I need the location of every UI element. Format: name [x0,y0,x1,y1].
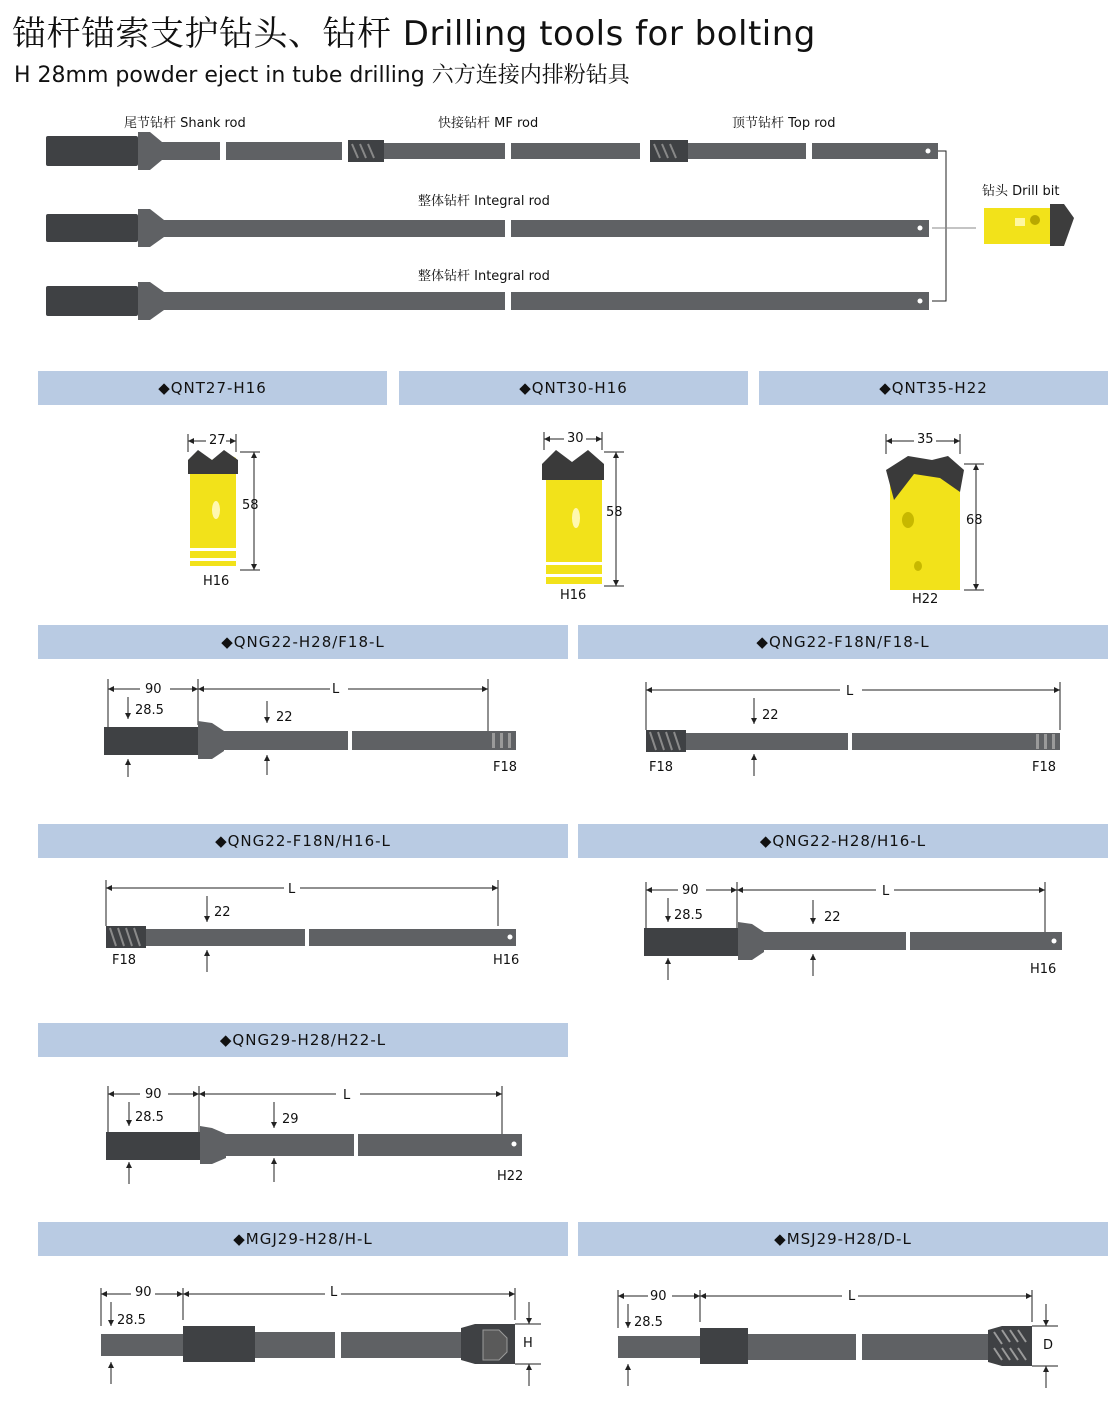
r3-length: L [288,882,296,897]
overview-illustration [0,100,1111,340]
r5-d2: 28.5 [135,1110,164,1125]
r1-d3: 22 [276,710,293,725]
r6-d2: 28.5 [117,1313,146,1328]
bit3-thread: H22 [912,592,939,607]
integral-rod-label-2: 整体钻杆 Integral rod [418,269,550,284]
r1-length: L [332,682,340,697]
top-rod-label: 顶节钻杆 Top rod [732,116,836,131]
rod-drawing-r7 [612,1286,1062,1390]
shank-rod-label: 尾节钻杆 Shank rod [124,116,246,131]
integral-rod-2 [46,282,929,320]
r5-d3: 29 [282,1112,299,1127]
page-title: 锚杆锚索支护钻头、钻杆 Drilling tools for bolting [12,14,816,54]
section-header-qnt35: ◆QNT35-H22 [759,371,1108,405]
bit-drawing-qnt27 [180,430,280,600]
mf-rod [348,138,640,166]
rod-drawing-r1 [100,675,530,785]
section-header-qng29-h28-h22: ◆QNG29-H28/H22-L [38,1023,568,1057]
drill-bit-label: 钻头 Drill bit [982,184,1060,199]
r1-d2: 28.5 [135,703,164,718]
shank-rod [46,132,342,170]
r3-d3: 22 [214,905,231,920]
r2-end: F18 [1032,760,1057,775]
section-header-qng22-h28-h16: ◆QNG22-H28/H16-L [578,824,1108,858]
drill-bit-illustration [984,204,1074,246]
section-header-qnt30: ◆QNT30-H16 [399,371,748,405]
r1-end: F18 [493,760,518,775]
r4-d1: 90 [682,883,699,898]
r6-end: H [523,1336,533,1351]
page-subtitle: H 28mm powder eject in tube drilling 六方连接内排粉钻具 [14,63,630,88]
r4-end: H16 [1030,962,1057,977]
r5-end: H22 [497,1169,524,1184]
section-header-msj29: ◆MSJ29-H28/D-L [578,1222,1108,1256]
r6-d1: 90 [135,1285,152,1300]
rod-drawing-r5 [100,1082,530,1188]
section-header-qng22-f18n-f18: ◆QNG22-F18N/F18-L [578,625,1108,659]
bit1-thread: H16 [203,574,230,589]
r2-start: F18 [649,760,674,775]
rod-drawing-r2 [640,678,1070,784]
r2-length: L [846,684,854,699]
r4-length: L [882,884,890,899]
integral-rod-1 [46,209,929,247]
r6-length: L [330,1285,338,1300]
bit2-height: 58 [606,505,623,520]
r5-d1: 90 [145,1087,162,1102]
bit3-width: 35 [917,432,934,447]
integral-rod-label-1: 整体钻杆 Integral rod [418,194,550,209]
bit1-height: 58 [242,498,259,513]
top-rod [650,138,938,166]
r7-end: D [1043,1338,1054,1353]
bit1-width: 27 [209,433,226,448]
rod-drawing-r6 [95,1284,545,1388]
section-header-qnt27: ◆QNT27-H16 [38,371,387,405]
rod-drawing-r3 [100,876,530,976]
r3-end: H16 [493,953,520,968]
r3-start: F18 [112,953,137,968]
section-header-qng22-f18n-h16: ◆QNG22-F18N/H16-L [38,824,568,858]
r7-d2: 28.5 [634,1315,663,1330]
r1-d1: 90 [145,682,162,697]
bit3-height: 68 [966,513,983,528]
r7-length: L [848,1289,856,1304]
mf-rod-label: 快接钻杆 MF rod [438,116,539,131]
r4-d3: 22 [824,910,841,925]
r5-length: L [343,1088,351,1103]
r4-d2: 28.5 [674,908,703,923]
r7-d1: 90 [650,1289,667,1304]
bit2-thread: H16 [560,588,587,603]
r2-d3: 22 [762,708,779,723]
bit2-width: 30 [567,431,584,446]
section-header-mgj29: ◆MGJ29-H28/H-L [38,1222,568,1256]
section-header-qng22-h28-f18: ◆QNG22-H28/F18-L [38,625,568,659]
rod-drawing-r4 [640,878,1070,984]
